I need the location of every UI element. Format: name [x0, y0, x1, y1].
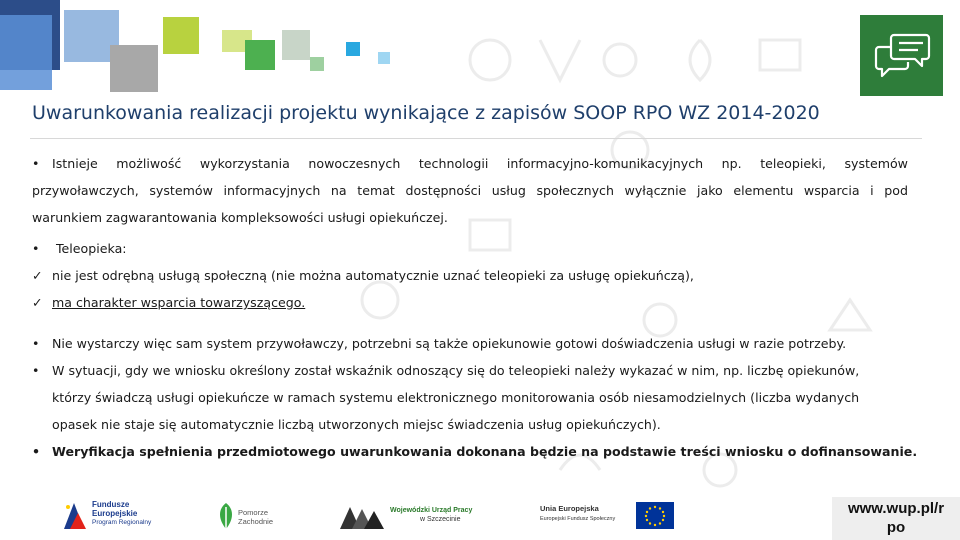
- logo-text: w Szczecinie: [420, 516, 461, 523]
- logo-unia-europejska: [540, 498, 680, 534]
- logo-text: Unia Europejska: [540, 504, 599, 513]
- eu-flag-icon: [636, 502, 674, 529]
- logo-text: Europejskie: [92, 509, 138, 518]
- bullet-icon: •: [32, 156, 40, 171]
- paragraph-text: Istnieje możliwość wykorzystania nowoczesnych technologii informacyjno-komunikacyjnych np. teleopieki, systemów: [52, 156, 908, 171]
- list-item: [32, 438, 918, 465]
- title-divider: [30, 138, 922, 139]
- paragraph-text: W sytuacji, gdy we wniosku określony został wskaźnik odnoszący się do teleopieki należy wykazać w nim, np. liczbę opiekunów,: [52, 363, 860, 378]
- check-item: [32, 262, 908, 289]
- paragraph-line: opasek nie staje się automatycznie liczbą utworzonych miejsc świadczenia usług opiekuńczych).: [52, 417, 661, 432]
- checkmark-icon: ✓: [32, 295, 43, 310]
- logo-text: Europejski Fundusz Społeczny: [540, 516, 616, 522]
- checkmark-icon: ✓: [32, 268, 43, 283]
- list-item: [32, 330, 908, 357]
- bullet-icon: •: [32, 363, 40, 378]
- check-text: nie jest odrębną usługą społeczną (nie można automatycznie uznać teleopieki za usługę opiekuńczą),: [52, 268, 694, 283]
- chat-box: [860, 15, 943, 96]
- list-item-text: Weryfikacja spełnienia przedmiotowego uwarunkowania dokonana będzie na podstawie treści wniosku o dofinansowanie.: [52, 444, 918, 459]
- teleopieka-label: Teleopieka:: [56, 241, 127, 256]
- logo-text: Zachodnie: [238, 517, 274, 526]
- paragraph-line: warunkiem zagwarantowania kompleksowości usługi opiekuńczej.: [32, 210, 448, 225]
- wup-buildings-icon: [338, 501, 390, 531]
- paragraph-line: [32, 357, 908, 384]
- paragraph-intro: [32, 150, 908, 231]
- website-link-text: po: [886, 519, 906, 536]
- paragraph-line: przywoławczych, systemów informacyjnych na temat dostępności usług społecznych wyłącznie jako elementu wsparcia i pod: [32, 183, 908, 198]
- bullet-icon: •: [32, 444, 41, 459]
- fe-emblem-icon: [60, 499, 88, 533]
- logo-text: Program Regionalny: [92, 519, 152, 526]
- chat-bubbles-icon: [860, 15, 943, 96]
- check-item: [32, 289, 908, 316]
- website-link[interactable]: [832, 497, 960, 540]
- logo-text: Pomorze: [238, 508, 269, 517]
- paragraph-line: [32, 150, 908, 177]
- logo-pomorze-zachodnie: [216, 498, 286, 534]
- website-link-text: www.wup.pl/r: [847, 500, 945, 517]
- bullet-icon: •: [32, 241, 40, 256]
- content: [32, 150, 918, 465]
- list-item: [32, 357, 908, 438]
- logo-fundusze-europejskie: [60, 498, 170, 534]
- page-title: Uwarunkowania realizacji projektu wynikające z zapisów SOOP RPO WZ 2014-2020: [32, 102, 820, 124]
- paragraph-line: którzy świadczą usługi opiekuńcze w ramach systemu elektronicznego monitorowania osób niesamodzielnych (liczba wydanych: [52, 390, 860, 405]
- check-text: ma charakter wsparcia towarzyszącego.: [52, 295, 306, 310]
- bullet-icon: •: [32, 336, 40, 351]
- list-heading: [32, 235, 908, 262]
- pomorze-leaf-icon: [216, 501, 236, 531]
- logo-text: Wojewódzki Urząd Pracy: [390, 507, 473, 514]
- list-item-text: Nie wystarczy więc sam system przywoławczy, potrzebni są także opiekunowie gotowi doświadczenia usługi w razie potrzeby.: [52, 336, 847, 351]
- logo-text: Fundusze: [92, 500, 130, 509]
- logo-wup: [338, 498, 478, 534]
